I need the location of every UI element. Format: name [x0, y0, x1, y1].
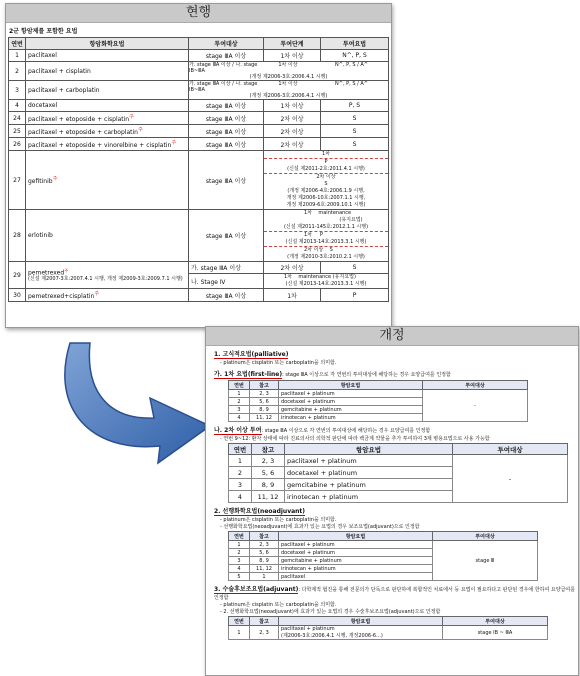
current-table [8, 37, 389, 302]
revised-title: 개정 [206, 327, 578, 346]
col-header: 투여단계 [264, 38, 321, 50]
table-header-row [9, 38, 389, 50]
table-row [9, 100, 389, 112]
row-regimen: paclitaxel + etoposide + carboplatin$^주$ [26, 125, 189, 138]
row-stage: 1차 이상 [264, 100, 321, 112]
row-target: stage ⅢA 이상 [189, 151, 264, 210]
note: - platinum은 cisplatin 또는 carboplatin을 의미함. [220, 360, 337, 366]
table-row: 1 2, 3 paclitaxel + platinum - [229, 455, 568, 467]
row-target: stage ⅢA 이상 [189, 138, 264, 151]
row-no: 29 [9, 262, 26, 289]
table-row: 4 11, 12 irinotecan + platinum [229, 414, 528, 422]
row-therapy: S [321, 262, 389, 274]
row-regimen: erlotinib [26, 210, 189, 262]
row-regimen: paclitaxel + cisplatin [26, 62, 189, 81]
row-regimen: gefitinib$^주$ [26, 151, 189, 210]
row-therapy: N^, P, S [321, 50, 389, 62]
row-target: 가. stage ⅢA 이상 [189, 262, 264, 274]
row-regimen: paclitaxel + carboplatin [26, 81, 189, 100]
table-row [9, 210, 389, 262]
row-no: 28 [9, 210, 26, 262]
row-regimen: paclitaxel [26, 50, 189, 62]
table-row: 1 2, 3 paclitaxel + platinum stage Ⅲ [229, 541, 538, 549]
current-subtitle: 2군 항암제를 포함한 요법 [9, 28, 78, 35]
table-row: 2 5, 6 docetaxel + platinum [229, 549, 538, 557]
table-row: 4 11, 12 irinotecan + platinum [229, 491, 568, 503]
row-no: 27 [9, 151, 26, 210]
table-row: 1 2, 3 paclitaxel + platinum - [229, 390, 528, 398]
row-detail: 가. stage ⅢA 이상 / 나. stage ⅠB~ⅢA 1차 이상 N^, P, S / A^ (개정 제2006-3호:2006.4.1 시행) [189, 62, 389, 81]
table-row: 2 5, 6 docetaxel + platinum [229, 398, 528, 406]
row-stage: 1차 이상 [264, 50, 321, 62]
table-row [9, 112, 389, 125]
row-regimen: paclitaxel + etoposide + cisplatin$^주$ [26, 112, 189, 125]
row-stage: 2차 이상 [264, 262, 321, 274]
section-second-line: 나. 2차 이상 투여: stage ⅢA 이상으로 각 연번의 투여대상에 해당하는 경우 요양급여를 인정함 [214, 427, 431, 434]
current-title: 현행 [6, 4, 391, 23]
table-row [9, 138, 389, 151]
table-row: 3 8, 9 gemcitabine + platinum [229, 479, 568, 491]
row-no: 4 [9, 100, 26, 112]
row-detail: 1차 maintenance (유지요법) (신설 제2013-14호:2013.3.1 시행) [264, 274, 389, 289]
row-therapy: S [321, 112, 389, 125]
row-regimen: pemetrexed+cisplatin$^주$ [26, 289, 189, 302]
table-row [9, 62, 389, 81]
section-palliative: 1. 고식적요법(palliative) [214, 351, 289, 358]
table-row: 3 8, 9 gemcitabine + platinum [229, 406, 528, 414]
row-stage: 1차 [264, 289, 321, 302]
row-no: 24 [9, 112, 26, 125]
row-no: 30 [9, 289, 26, 302]
table-row: 4 11, 12 irinotecan + platinum [229, 565, 538, 573]
table-row: 2 5, 6 docetaxel + platinum [229, 467, 568, 479]
row-therapy: P [321, 289, 389, 302]
table-row [9, 50, 389, 62]
table-row: 5 1 paclitaxel [229, 573, 538, 581]
revised-panel [205, 326, 579, 676]
table-adjuvant: 연번 참고 항암요법 투여대상 1 2, 3 paclitaxel + platinum (제2006-3호:2006.4.1 시행, 개정2006-6...) stage ⅠB ~ ⅢA [228, 616, 548, 640]
note: - platinum은 cisplatin 또는 carboplatin을 의미함. [220, 517, 337, 523]
table-row: 3 8, 9 gemcitabine + platinum [229, 557, 538, 565]
row-no: 26 [9, 138, 26, 151]
row-regimen: paclitaxel + etoposide + vinorelbine + cisplatin$^주$ [26, 138, 189, 151]
row-stage: 2차 이상 [264, 112, 321, 125]
row-therapy: S [321, 125, 389, 138]
row-regimen: docetaxel [26, 100, 189, 112]
current-panel [5, 3, 392, 328]
row-target: stage ⅢA 이상 [189, 125, 264, 138]
row-no: 25 [9, 125, 26, 138]
row-target: stage ⅢA 이상 [189, 289, 264, 302]
note: - 연번 9~12: 환자 상태에 따라 진료의사의 의학적 판단에 따라 백금계 약물을 추가 투여하여 3제 병용요법으로 사용 가능함 [220, 436, 490, 442]
row-target: stage ⅢA 이상 [189, 50, 264, 62]
note: - 선행화학요법(neoadjuvant)에 효과가 있는 요법의 경우 보조요법(adjuvant)으로 인정함 [220, 524, 420, 530]
note: - 2. 선행화학요법(neoadjuvant)에 효과가 있는 요법의 경우 수술후보조요법(adjuvant)으로 인정함 [220, 609, 441, 615]
row-no: 2 [9, 62, 26, 81]
col-header: 투여요법 [321, 38, 389, 50]
table-second-line: 연번 참고 항암요법 투여대상 1 2, 3 paclitaxel + platinum - 2 5, 6 docetaxel + platinum 3 8, 9 gemcitabine + platinum 4 11, 12 irinotecan + platinum [228, 443, 568, 503]
row-target: stage ⅢA 이상 [189, 210, 264, 262]
section-adjuvant: 3. 수술후보조요법(adjuvant): 다학제적 협진을 통해 전문의가 단독으로 판단하에 복합적인 치료에서 등 요법이 필요하다고 판단된 경우에 한하여 요양급여를 인정함 [214, 586, 576, 601]
table-row [9, 151, 389, 210]
row-no: 3 [9, 81, 26, 100]
row-therapy: S [321, 138, 389, 151]
table-row: 1 2, 3 paclitaxel + platinum (제2006-3호:2006.4.1 시행, 개정2006-6...) stage ⅠB ~ ⅢA [229, 626, 548, 640]
row-no: 1 [9, 50, 26, 62]
row-target: 나. Stage Ⅳ [189, 274, 264, 289]
col-header: 연번 [9, 38, 26, 50]
table-row [9, 289, 389, 302]
table-first-line: 연번 참고 항암요법 투여대상 1 2, 3 paclitaxel + platinum - 2 5, 6 docetaxel + platinum 3 8, 9 gemcitabine + platinum 4 11, 12 irinotecan + platinum [228, 380, 528, 422]
row-detail: 1차 maintenance (유지요법) (신설 제2011-145호:2012.1.1 시행) 1차 P (신설 제2013-14호:2013.3.1 시행) 2차 이상 S (개정 제2010-3호:2010.2.1 시행) [264, 210, 389, 262]
section-first-line: 가. 1차 요법(first-line): stage ⅢA 이상으로 각 연번의 투여대상에 해당하는 경우 요양급여를 인정함 [214, 371, 451, 378]
row-regimen: pemetrexed$^주$ (신설 제2007-3호:2007.4.1 시행, 개정 제2009-3호:2009.7.1 시행) [26, 262, 189, 289]
row-stage: 2차 이상 [264, 138, 321, 151]
row-detail: 가. stage ⅢA 이상 / 나. stage ⅠB~ⅢA 1차 이상 N^, P, S / A^ (개정 제2006-3호:2006.4.1 시행) [189, 81, 389, 100]
table-row [9, 262, 389, 274]
row-detail: 1차 P (신설 제2011-2호:2011.4.1 시행) 2차 이상 S (개정 제2006-4호:2006.1.9 시행, 개정 제2006-10호:2007.1.1 시행, 개정 제2009-6호:2009.10.1 시행) [264, 151, 389, 210]
row-target: stage ⅢA 이상 [189, 112, 264, 125]
curved-arrow-icon [50, 318, 220, 478]
table-row [9, 125, 389, 138]
col-header: 항암화학요법 [26, 38, 189, 50]
note: - platinum은 cisplatin 또는 carboplatin을 의미함. [220, 602, 337, 608]
row-target: stage ⅢA 이상 [189, 100, 264, 112]
row-therapy: P, S [321, 100, 389, 112]
table-neoadjuvant: 연번 참고 항암요법 투여대상 1 2, 3 paclitaxel + platinum stage Ⅲ 2 5, 6 docetaxel + platinum 3 8, 9 gemcitabine + platinum 4 11, 12 irinotecan + platinum 5 1 paclitaxel [228, 531, 538, 581]
row-stage: 2차 이상 [264, 125, 321, 138]
table-row [9, 81, 389, 100]
col-header: 투여대상 [189, 38, 264, 50]
section-neoadjuvant: 2. 선행화학요법(neoadjuvant) [214, 508, 306, 515]
